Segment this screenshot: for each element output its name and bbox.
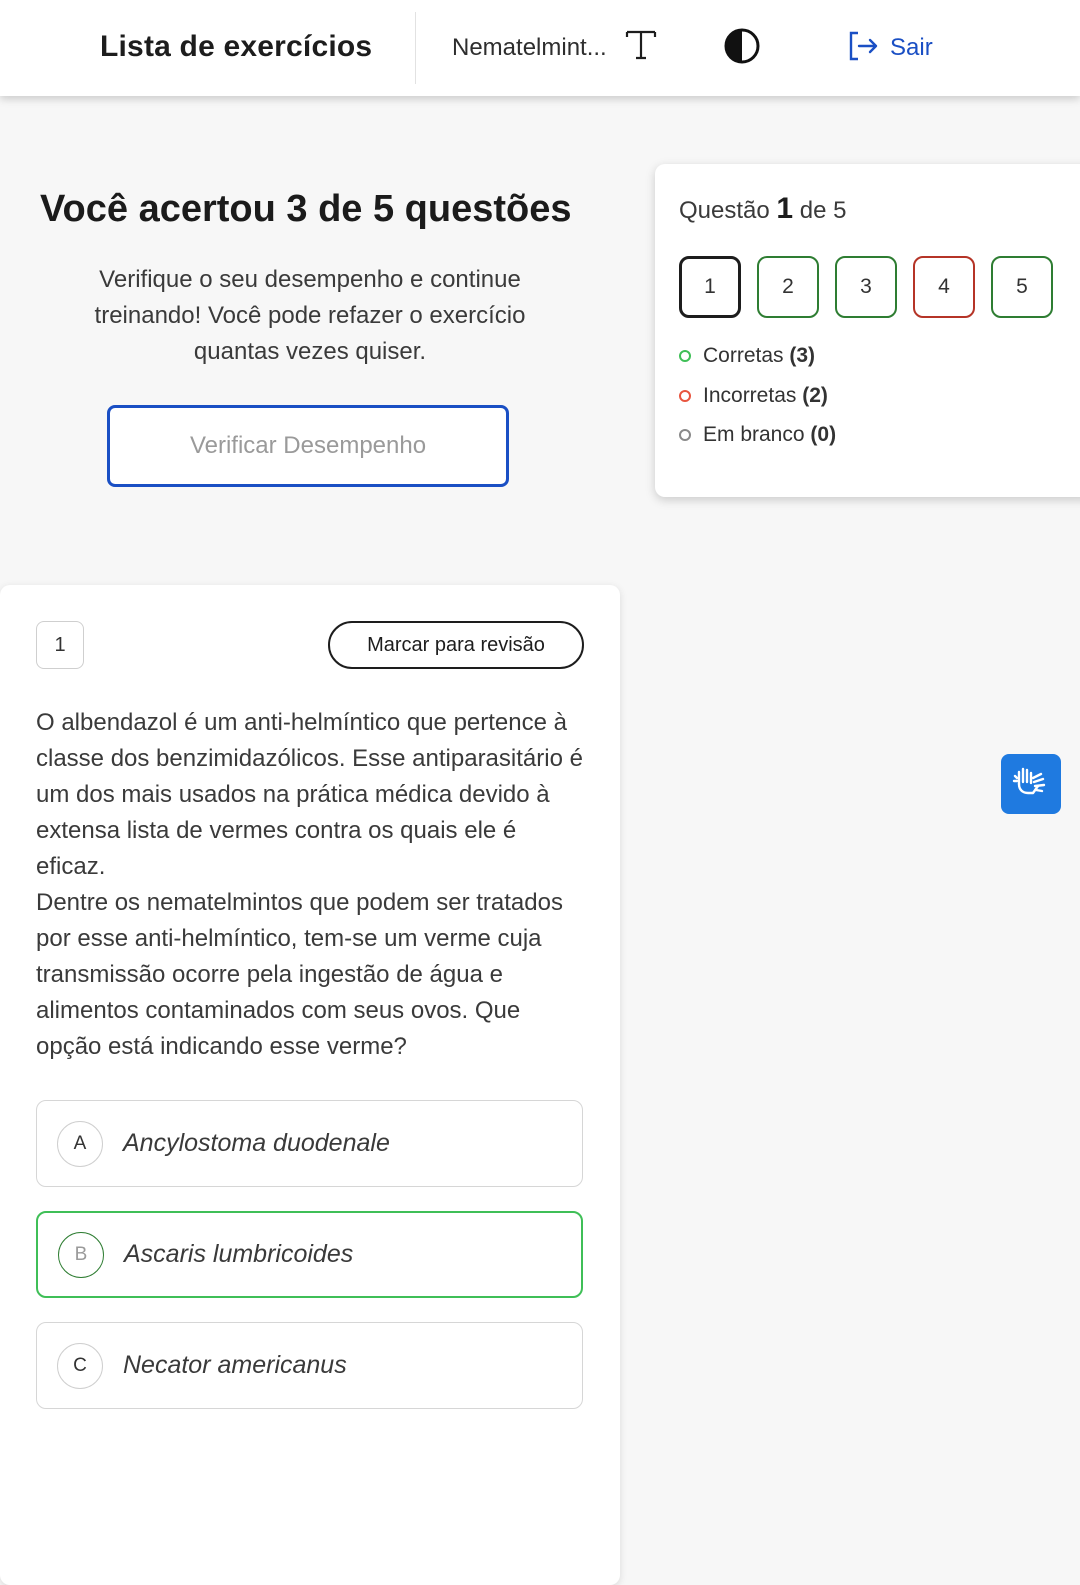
question-navigator <box>655 164 1080 497</box>
option-c-letter: C <box>57 1343 103 1389</box>
sign-language-button[interactable] <box>1001 754 1061 814</box>
navigator-heading-prefix: Questão <box>679 197 770 224</box>
logout-label: Sair <box>890 34 933 61</box>
verify-performance-button[interactable] <box>107 405 509 487</box>
legend-incorrect-label: Incorretas <box>703 384 797 407</box>
app-title: Lista de exercícios <box>100 30 373 63</box>
option-c-text: Necator americanus <box>123 1351 347 1379</box>
question-paragraph-2: Dentre os nematelmintos que podem ser tratados por esse anti-helmíntico, tem-se um verme cuja transmissão ocorre pela ingestão de água e alimentos contaminados com seus ovos. Que opção está indicando esse verme? <box>36 889 563 1060</box>
legend-correct-label: Corretas <box>703 344 784 367</box>
legend-correct-count: (3) <box>789 344 816 367</box>
contrast-icon[interactable] <box>723 27 761 65</box>
legend-incorrect <box>679 384 828 408</box>
result-description: Verifique o seu desempenho e continue treinando! Você pode refazer o exercício quantas vezes quiser. <box>94 266 526 365</box>
result-title: Você acertou 3 de 5 questões <box>40 188 572 230</box>
question-nav-button-2[interactable]: 2 <box>757 256 819 318</box>
question-nav-button-1[interactable]: 1 <box>679 256 741 318</box>
app-header <box>0 0 1080 96</box>
legend-blank-count: (0) <box>810 423 837 446</box>
option-a[interactable] <box>36 1100 583 1187</box>
question-nav-button-4[interactable]: 4 <box>913 256 975 318</box>
question-nav-button-5[interactable]: 5 <box>991 256 1053 318</box>
question-paragraph-1: O albendazol é um anti-helmíntico que pertence à classe dos benzimidazólicos. Esse antiparasitário é um dos mais usados na prática médica devido à extensa lista de vermes contra os quais ele é eficaz. <box>36 709 583 880</box>
legend-incorrect-count: (2) <box>802 384 828 407</box>
question-number: 1 <box>36 621 84 669</box>
navigator-current-number: 1 <box>776 192 794 225</box>
question-card <box>0 585 620 1585</box>
question-nav-button-3[interactable]: 3 <box>835 256 897 318</box>
logout-button[interactable] <box>846 30 933 66</box>
header-divider <box>415 12 416 84</box>
logout-icon <box>846 29 880 68</box>
legend-blank <box>679 423 836 447</box>
correct-dot-icon <box>679 350 691 362</box>
legend-correct <box>679 344 815 368</box>
font-size-icon[interactable] <box>624 28 658 62</box>
option-a-letter: A <box>57 1121 103 1167</box>
topic-title: Nematelmint... <box>452 34 607 61</box>
option-b-text: Ascaris lumbricoides <box>124 1240 354 1268</box>
sign-language-icon <box>1011 762 1051 807</box>
question-text <box>36 705 588 1065</box>
verify-performance-label: Verificar Desempenho <box>189 432 427 459</box>
option-a-text: Ancylostoma duodenale <box>123 1129 390 1157</box>
option-c[interactable] <box>36 1322 583 1409</box>
navigator-heading <box>679 192 846 226</box>
option-b-letter: B <box>58 1232 104 1278</box>
option-b[interactable] <box>36 1211 583 1298</box>
incorrect-dot-icon <box>679 390 691 402</box>
legend-blank-label: Em branco <box>703 423 805 446</box>
mark-for-review-button[interactable]: Marcar para revisão <box>328 621 584 669</box>
navigator-heading-suffix: de 5 <box>799 197 847 224</box>
blank-dot-icon <box>679 429 691 441</box>
